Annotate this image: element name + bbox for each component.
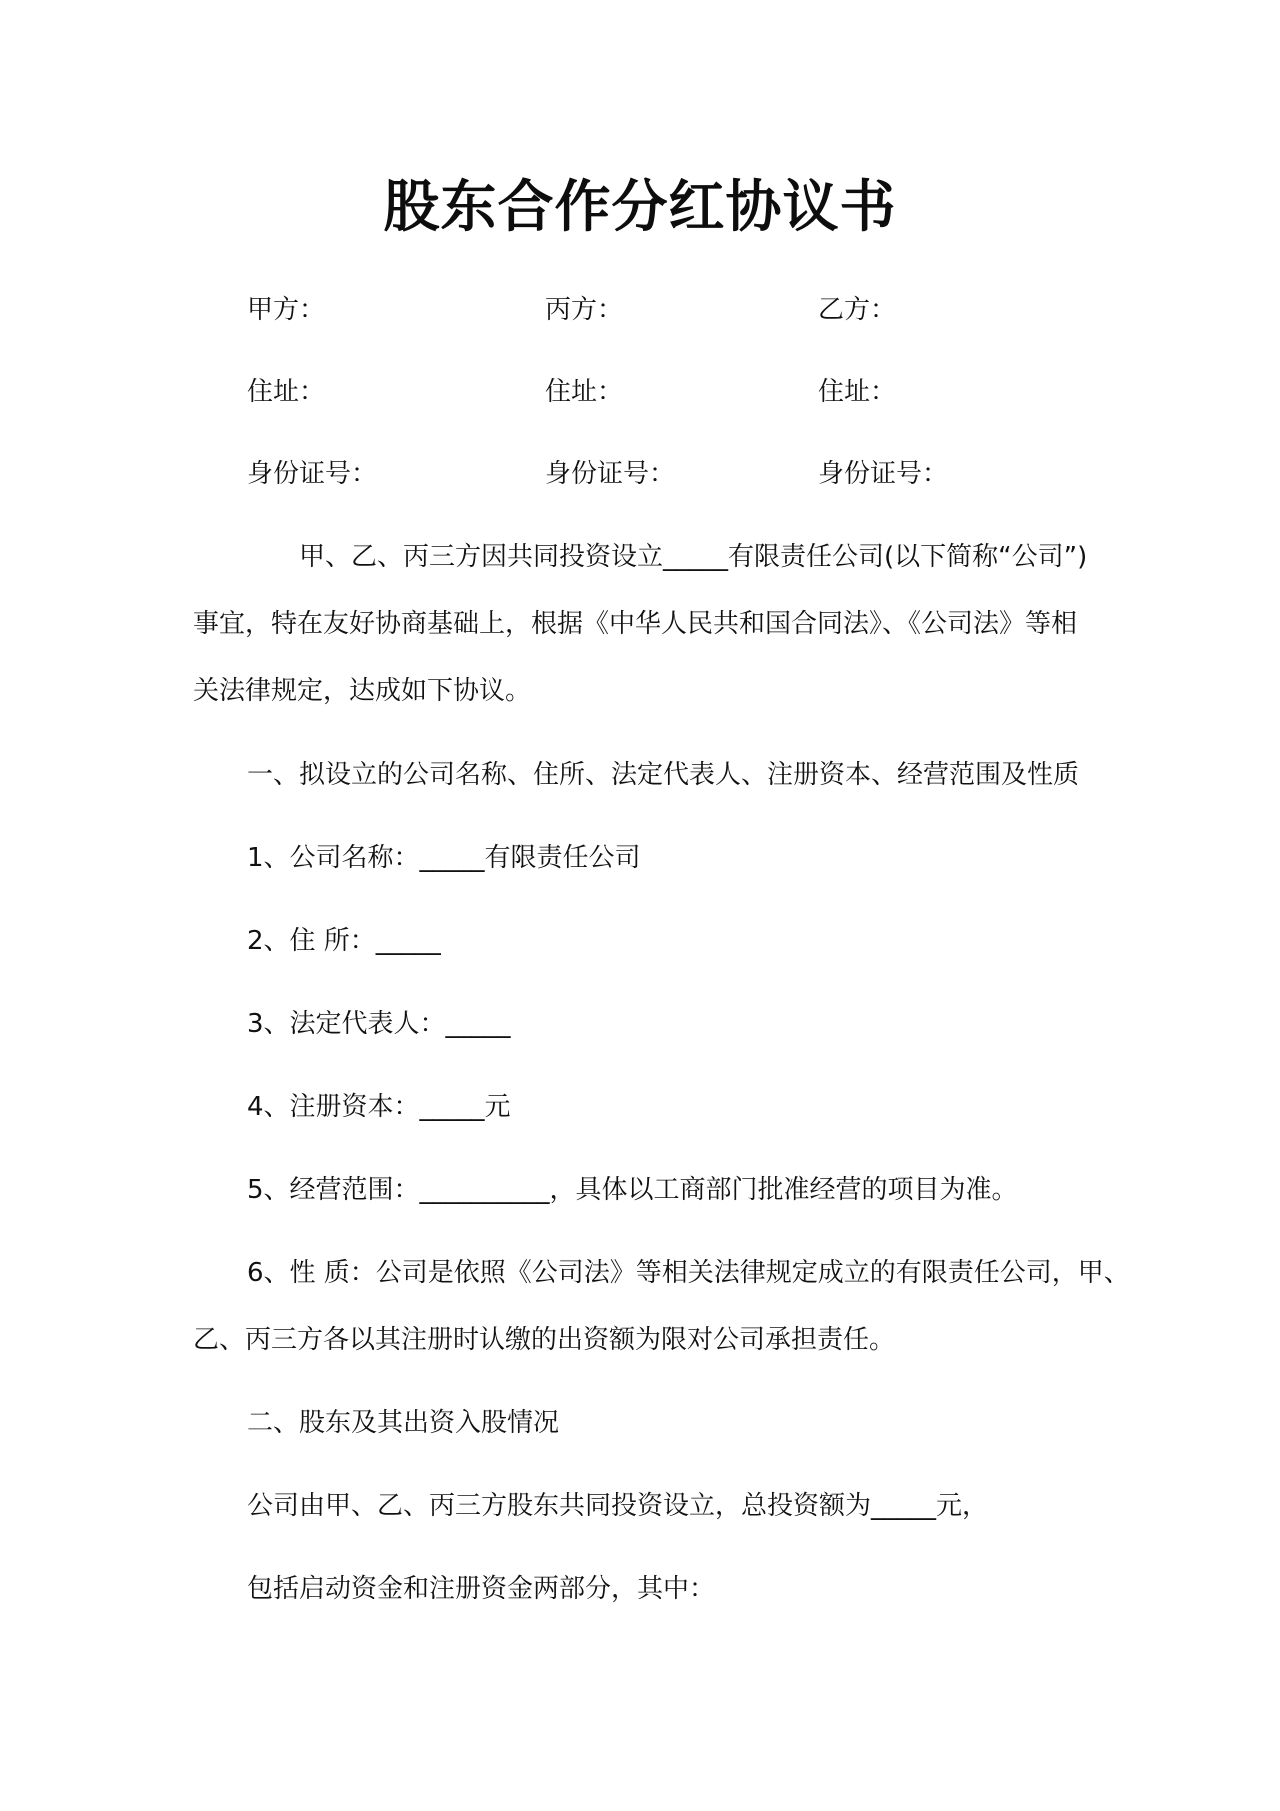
clause-business-scope: 5、经营范围：__________，具体以工商部门批准经营的项目为准。 (247, 1175, 1018, 1205)
section2-paragraph-2: 包括启动资金和注册资金两部分，其中： (247, 1574, 716, 1604)
section1-heading: 一、拟设立的公司名称、住所、法定代表人、注册资本、经营范围及性质 (247, 760, 1080, 790)
clause-legal-representative: 3、法定代表人：_____ (247, 1009, 511, 1039)
party-a-id-label: 身份证号： (247, 459, 378, 489)
section2-paragraph-1: 公司由甲、乙、丙三方股东共同投资设立，总投资额为_____元， (247, 1491, 989, 1521)
party-c-id-label: 身份证号： (545, 459, 676, 489)
party-b-id-label: 身份证号： (818, 459, 949, 489)
section2-heading: 二、股东及其出资入股情况 (247, 1408, 560, 1438)
clause-nature-line: 乙、丙三方各以其注册时认缴的出资额为限对公司承担责任。 (193, 1325, 896, 1355)
party-c-label: 丙方： (545, 295, 624, 325)
party-c-address-label: 住址： (545, 377, 624, 407)
clause-nature-line: 6、性 质：公司是依照《公司法》等相关法律规定成立的有限责任公司，甲、 (247, 1258, 1130, 1288)
clause-address: 2、住 所：_____ (247, 926, 441, 956)
party-a-address-label: 住址： (247, 377, 326, 407)
party-b-label: 乙方： (818, 295, 897, 325)
party-a-label: 甲方： (247, 295, 326, 325)
clause-registered-capital: 4、注册资本：_____元 (247, 1092, 511, 1122)
preamble-line: 关法律规定，达成如下协议。 (193, 676, 532, 706)
clause-company-name: 1、公司名称：_____有限责任公司 (247, 843, 641, 873)
preamble-line: 甲、乙、丙三方因共同投资设立_____有限责任公司(以下简称“公司”) (299, 542, 1088, 572)
preamble-line: 事宜，特在友好协商基础上，根据《中华人民共和国合同法》、《公司法》等相 (193, 609, 1078, 639)
document-title: 股东合作分红协议书 (383, 175, 897, 240)
party-b-address-label: 住址： (818, 377, 897, 407)
